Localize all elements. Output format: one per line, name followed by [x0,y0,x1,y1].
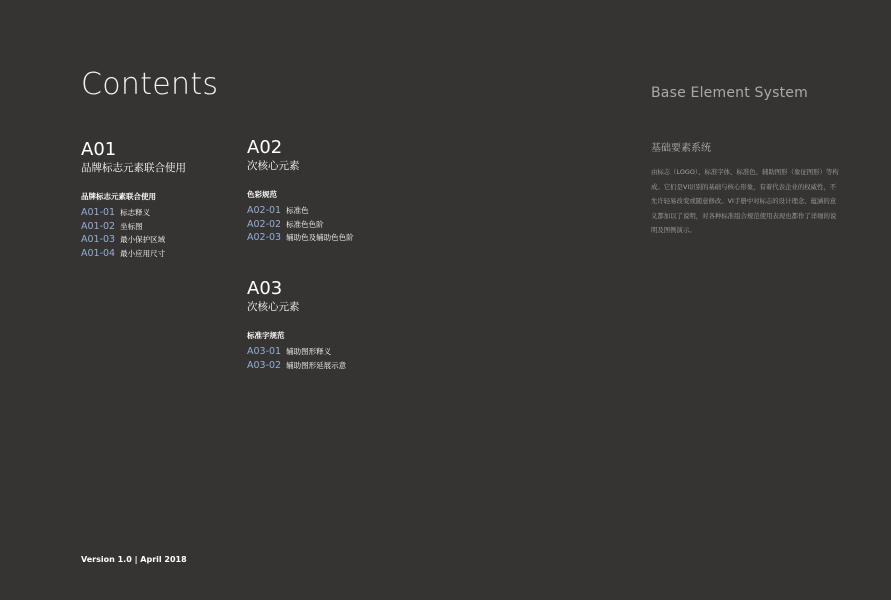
section-code: A02 [247,137,283,158]
toc-item-code: A03-02 [247,359,282,371]
section-code: A03 [247,278,283,299]
toc-item-code: A01-01 [81,207,116,218]
toc-item-a03-02[interactable] [247,361,407,375]
toc-item-a02-01[interactable] [247,206,407,220]
info-description: 由标志（LOGO）、标准字体、标准色、辅助图形（象征图形）等构成。它们是VI识别的基础与核心形象，有着代表企业的权威性，不允许轻易改变或随意修改。VI手册中对标志的设计理念、蕴涵的意义都加以了说明，对各种标准组合规范使用表现也都作了详细的说明及图例演示。 [651,168,839,234]
toc-item-a01-03[interactable] [81,235,241,249]
toc-item-a01-01[interactable] [81,208,241,222]
section-group-title: 标准字规范 [247,330,285,340]
toc-item-a03-01[interactable] [247,347,407,361]
version-footer: Version 1.0 | April 2018 [81,555,187,564]
toc-item-a02-03[interactable] [247,233,407,247]
section-code: A01 [81,139,117,160]
toc-item-label: 标志释义 [120,208,151,217]
toc-item-label: 标准色色阶 [286,219,324,229]
toc-item-code: A01-03 [81,234,116,245]
toc-item-a01-02[interactable] [81,222,241,236]
toc-item-code: A01-04 [81,247,116,259]
info-heading: 基础要素系统 [651,143,711,154]
section-group-title: 色彩规范 [247,189,277,199]
toc-item-label: 最小保护区域 [120,235,166,244]
toc-item-label: 辅助色及辅助色色阶 [286,233,354,242]
section-name: 次核心元素 [247,301,300,313]
toc-item-label: 坐标图 [120,221,143,231]
toc-item-a01-04[interactable] [81,249,241,263]
section-name: 品牌标志元素联合使用 [81,162,186,174]
toc-item-label: 辅助图形释义 [286,347,332,356]
toc-item-label: 辅助图形延展示意 [286,360,347,370]
toc-item-a02-02[interactable] [247,220,407,234]
page-title: Contents [81,67,219,102]
toc-item-label: 标准色 [286,206,309,215]
toc-item-code: A02-01 [247,205,282,216]
section-group-title: 品牌标志元素联合使用 [81,191,156,201]
toc-item-code: A02-03 [247,232,282,243]
section-a02 [247,139,407,247]
toc-item-code: A02-02 [247,218,282,230]
section-a01 [81,141,241,262]
section-a03 [247,280,407,374]
toc-item-code: A03-01 [247,346,282,357]
toc-item-label: 最小应用尺寸 [120,248,166,258]
section-name: 次核心元素 [247,160,300,172]
page-subtitle: Base Element System [651,85,808,101]
toc-item-code: A01-02 [81,220,116,232]
